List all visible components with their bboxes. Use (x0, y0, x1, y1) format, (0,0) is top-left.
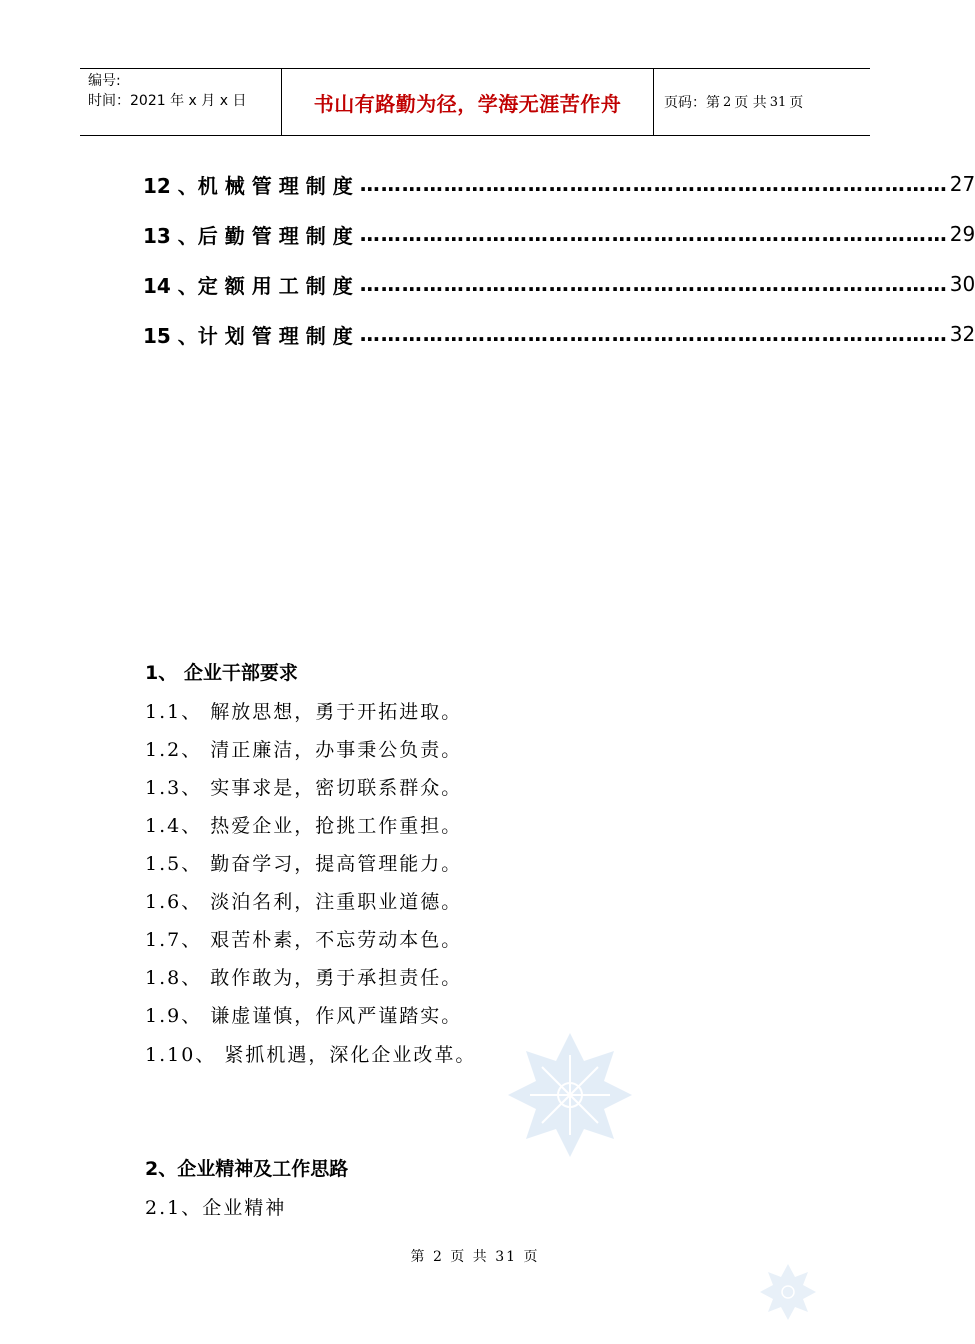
header-meta (80, 69, 282, 135)
list-item: 1.9、 谦虚谨慎，作风严谨踏实。 (145, 1005, 463, 1027)
toc-leader-dots: ………………………………………………………………………… (359, 322, 948, 346)
list-item: 1.8、 敢作敢为，勇于承担责任。 (145, 967, 463, 989)
toc-number: 14 、 (143, 273, 198, 298)
header-motto-cell (282, 69, 654, 135)
toc-entry[interactable] (143, 219, 975, 249)
header-page-info (654, 69, 870, 135)
page-total: 31 (769, 94, 787, 110)
toc-page-number: 27 (949, 172, 975, 196)
toc-entry[interactable] (143, 269, 975, 299)
list-item: 1.6、 淡泊名利，注重职业道德。 (145, 891, 463, 913)
toc-leader-dots: ………………………………………………………………………… (359, 172, 948, 196)
page-prefix: 页码：第 (664, 95, 720, 111)
toc-entry[interactable] (143, 169, 975, 199)
page-header (80, 68, 870, 136)
list-item: 1.3、 实事求是，密切联系群众。 (145, 777, 463, 799)
code-label: 编号: (88, 73, 121, 89)
toc-page-number: 32 (949, 322, 975, 346)
list-item: 1.4、 热爱企业，抢挑工作重担。 (145, 815, 463, 837)
page-current: 2 (723, 94, 732, 110)
toc-page-number: 29 (949, 222, 975, 246)
watermark-small-icon (758, 1262, 818, 1322)
toc-title: 计划管理制度 (197, 323, 360, 348)
toc-entry[interactable] (143, 319, 975, 349)
page-suffix: 页 (789, 95, 804, 111)
page-footer: 第 2 页 共 31 页 (410, 1249, 540, 1265)
toc-leader-dots: ………………………………………………………………………… (359, 272, 948, 296)
list-item: 1.1、 解放思想，勇于开拓进取。 (145, 701, 463, 723)
list-item: 1.10、 紧抓机遇，深化企业改革。 (145, 1044, 477, 1066)
list-item: 1.5、 勤奋学习，提高管理能力。 (145, 853, 463, 875)
section-heading: 1、 企业干部要求 (145, 662, 298, 684)
toc-title: 定额用工制度 (197, 273, 360, 298)
motto-text: 书山有路勤为径，学海无涯苦作舟 (313, 91, 622, 116)
section-heading: 2、企业精神及工作思路 (145, 1158, 349, 1180)
toc-leader-dots: ………………………………………………………………………… (359, 222, 948, 246)
list-item: 2.1、企业精神 (145, 1197, 287, 1219)
toc-title: 后勤管理制度 (197, 223, 360, 248)
time-label: 时间：2021 年 x 月 x 日 (88, 93, 247, 109)
toc-number: 13 、 (143, 223, 198, 248)
toc-number: 15 、 (143, 323, 198, 348)
toc-number: 12 、 (143, 173, 198, 198)
watermark-snowflake-icon (505, 1030, 635, 1160)
list-item: 1.2、 清正廉洁，办事秉公负责。 (145, 739, 463, 761)
list-item: 1.7、 艰苦朴素，不忘劳动本色。 (145, 929, 463, 951)
toc-title: 机械管理制度 (197, 173, 360, 198)
toc-page-number: 30 (949, 272, 975, 296)
page-mid: 页 共 (734, 95, 767, 111)
